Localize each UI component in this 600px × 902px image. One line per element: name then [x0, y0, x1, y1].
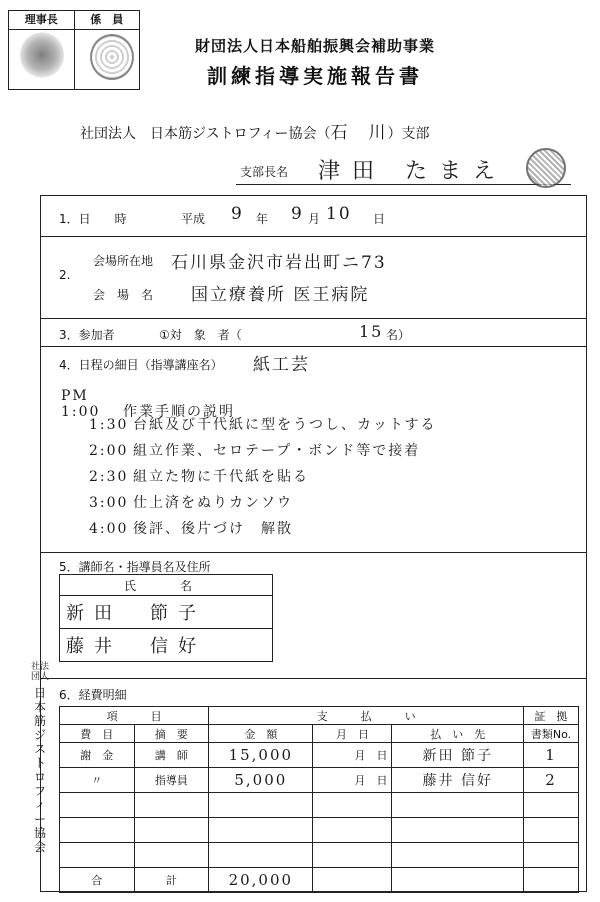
date-day: 10	[326, 204, 352, 224]
chairman-seal	[20, 32, 64, 78]
side-label: 社法団人 日本筋ジストロフィー協会	[30, 662, 49, 854]
staff-seal	[90, 34, 134, 80]
organization-name: 財団法人日本船舶振興会補助事業	[194, 37, 435, 55]
expense-label: 6．経費明細	[59, 688, 127, 702]
date-header: 月 日	[313, 725, 392, 743]
instructor-table	[59, 574, 273, 662]
table-row: 謝 金 講 師 15,000 月 日 新田 節子 1	[60, 743, 579, 768]
target-label: ①対 象 者（	[159, 328, 242, 342]
schedule-item: 2:30 組立た物に千代紙を貼る	[89, 469, 309, 485]
item-header: 項 目	[60, 707, 209, 725]
payment-header: 支 払 い	[209, 707, 524, 725]
evidence-header: 証 拠	[524, 707, 579, 725]
schedule-item: 3:00 仕上済をぬりカンソウ	[89, 495, 293, 511]
address-label: 会場所在地	[93, 254, 154, 268]
payee-header: 払 い 先	[392, 725, 524, 743]
doc-no-header: 書類No.	[524, 725, 579, 743]
schedule-item: PM 1:00 作業手順の説明	[61, 388, 235, 420]
instructors-label: 5．講師名・指導員名及住所	[59, 560, 211, 574]
branch-head-seal	[526, 148, 566, 188]
schedule-item: 1:30 台紙及び千代紙に型をうつし、カットする	[89, 417, 437, 433]
total-row: 合 計 20,000	[60, 868, 579, 893]
branch-head-label: 支部長名	[240, 165, 289, 179]
schedule-item: 2:00 組立作業、セロテープ・ボンド等で接着	[89, 443, 421, 459]
chairman-label: 理事長	[9, 11, 75, 29]
schedule-label: 4．日程の細目（指導講座名）	[59, 358, 223, 372]
total-amount: 20,000	[209, 868, 313, 893]
era-label: 平成	[181, 212, 206, 226]
page-title: 訓練指導実施報告書	[207, 64, 423, 88]
expense-header: 費 目	[60, 725, 135, 743]
venue-section-number: 2.	[59, 268, 71, 282]
schedule-item: 4:00 後評、後片づけ 解散	[89, 521, 293, 537]
staff-label: 係 員	[90, 13, 124, 26]
schedule-list	[61, 388, 561, 544]
venue-address: 石川県金沢市岩出町ニ73	[171, 253, 387, 273]
course-name: 紙工芸	[253, 355, 310, 375]
date-year: 9	[231, 204, 244, 224]
branch-name: 石 川	[330, 123, 388, 143]
association-line: 社団法人 日本筋ジストロフィー協会（石 川）支部	[80, 123, 430, 143]
participant-count: 15	[359, 322, 384, 341]
table-row: 〃 指導員 5,000 月 日 藤井 信好 2	[60, 768, 579, 793]
summary-header: 摘 要	[134, 725, 209, 743]
amount-header: 金 額	[209, 725, 313, 743]
expense-table	[59, 706, 579, 893]
venue-name-label: 会 場 名	[93, 288, 154, 302]
instructor-name: 藤井 信好	[60, 629, 273, 662]
branch-head-name: 津田 たまえ	[318, 159, 507, 184]
report-frame: 1．日 時 平成 9 年 9 月 10 日 2. 会場所在地 石川県金沢市岩出町ニ73 会 場 名 国立療養所 医王病院 3．参加者 ①対 象 者（ 15 名） 4．日程の細目（指導講座名） 紙工芸 PM 1:00 作業手順の説明 1:30 台紙及び千代紙に型をうつし、カットする 2:00 組立作業、セロテープ・ボンド等で接着 2:30 組立た物に千代紙を貼る 3:00 仕上済をぬりカンソウ 4:00 後評、後片づけ 解散 5．講師名・指導員名及住所 氏 名 新田 節子 藤井 信好 6．経費明細 項 目 支 払 い 証 拠 費 目 摘 要 金 額 月 日 払 い 先 書類No. 謝 金 講 師 15,000 月 日 新田 節子 1 〃 指導員 5,000 月 日 藤井 信好 2 合 計 20,000	[40, 195, 587, 892]
date-month: 9	[291, 204, 304, 224]
venue-name: 国立療養所 医王病院	[191, 285, 370, 305]
participants-label: 3．参加者	[59, 328, 115, 342]
date-label: 1．日 時	[59, 212, 127, 226]
instructor-name: 新田 節子	[60, 596, 273, 629]
name-header: 氏 名	[60, 575, 273, 596]
